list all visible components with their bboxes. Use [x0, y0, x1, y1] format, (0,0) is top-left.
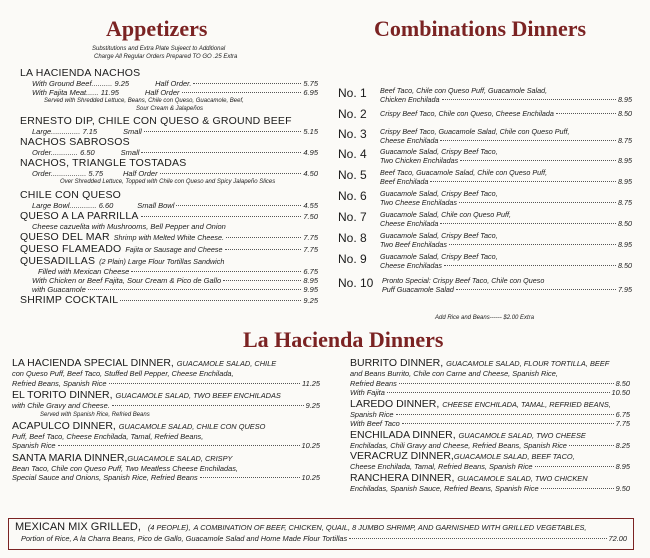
leader-dots: [460, 160, 616, 161]
item-price: 7.75: [303, 245, 318, 254]
combo-number: No. 1: [338, 86, 367, 100]
dinner-line: [350, 473, 630, 484]
dinner-price: 8.50: [615, 378, 630, 388]
item-price: 9.25: [303, 296, 318, 305]
leader-dots: [176, 205, 301, 206]
dinner-name: EL TORITO DINNER,: [12, 389, 113, 401]
combo-item: [338, 127, 632, 147]
leader-dots: [349, 538, 606, 539]
combo-number: No. 4: [338, 147, 367, 161]
menu-item: [20, 243, 318, 255]
combo-line: [380, 261, 632, 270]
combo-desc: Cheese Enchilada: [380, 219, 439, 228]
dinner-name: VERACRUZ DINNER,: [350, 450, 454, 462]
item-name: QUESO FLAMEADO: [20, 243, 122, 255]
dinner-desc: Spanish Rice: [12, 441, 56, 450]
item-extra: Half Order: [123, 169, 158, 178]
leader-dots: [193, 83, 301, 84]
leader-dots: [160, 173, 302, 174]
item-name: NACHOS SABROSOS: [20, 136, 130, 148]
dinner-desc: Puff, Beef Taco, Cheese Enchilada, Tamal, Refried Beans,: [12, 431, 204, 441]
item-price: 7.75: [303, 233, 318, 242]
menu-subline: [20, 169, 318, 178]
combo-number: No. 3: [338, 127, 367, 141]
combo-item: [338, 189, 632, 210]
combo-price: 8.75: [618, 198, 632, 207]
item-price: 8.95: [303, 276, 318, 285]
dinner-price: 11.25: [302, 378, 320, 388]
dinner-name: ACAPULCO DINNER,: [12, 419, 116, 432]
item-desc: Shrimp with Melted White Cheese.: [113, 233, 224, 242]
leader-dots: [430, 181, 616, 182]
item-price: 7.50: [303, 212, 318, 221]
leader-dots: [440, 223, 616, 224]
combo-desc: Crispy Beef Taco, Guacamole Salad, Chile con Queso Puff,: [380, 127, 570, 136]
leader-dots: [226, 237, 301, 238]
dinner-desc: Refried Beans: [350, 378, 397, 388]
dinners-left: [12, 358, 320, 483]
dinner-desc: GUACAMOLE SALAD, TWO CHICKEN: [457, 473, 588, 483]
item-line: with Guacamole: [32, 285, 86, 294]
item-name: NACHOS, TRIANGLE TOSTADAS: [20, 157, 187, 169]
dinner-price: 10.25: [301, 441, 320, 450]
dinner-name: SANTA MARIA DINNER,: [12, 451, 128, 464]
item-extra: Half Order: [144, 88, 180, 97]
leader-dots: [459, 202, 616, 203]
combo-desc: Two Beef Enchiladas: [380, 240, 447, 249]
combo-number: No. 5: [338, 168, 367, 182]
combo-price: 8.95: [618, 240, 632, 249]
combo-desc: Two Cheese Enchiladas: [380, 198, 457, 207]
leader-dots: [402, 423, 614, 424]
leader-dots: [144, 131, 302, 132]
combo-line: [380, 219, 632, 228]
leader-dots: [225, 249, 302, 250]
item-line: Order................. 5.75: [32, 169, 103, 178]
leader-dots: [112, 405, 304, 406]
dinner-desc: GUACAMOLE SALAD, FLOUR TORTILLA, BEEF: [446, 359, 610, 368]
leader-dots: [444, 265, 616, 266]
dinner-line: [350, 358, 630, 369]
dinners-title: La Hacienda Dinners: [243, 327, 444, 352]
menu-subline: [20, 127, 318, 136]
mexican-mix-people: (4 PEOPLE),: [147, 523, 191, 532]
menu-item: [20, 115, 318, 127]
item-name: LA HACIENDA NACHOS: [20, 67, 141, 79]
combinations-list: [338, 86, 632, 297]
leader-dots: [387, 392, 610, 393]
menu-subline: Cheese cazuelita with Mushrooms, Bell Pepper and Onion: [32, 222, 226, 231]
dinner-line: [12, 453, 320, 464]
combo-desc: Two Chicken Enchiladas: [380, 156, 459, 165]
dinner-item: [350, 473, 630, 494]
combo-number: No. 8: [338, 231, 367, 245]
menu-item: [20, 157, 318, 169]
leader-dots: [399, 383, 614, 384]
dinner-line: [350, 451, 630, 462]
combo-price: 8.95: [618, 177, 632, 186]
dinner-name: RANCHERA DINNER,: [350, 471, 455, 484]
dinner-line: [12, 441, 320, 451]
item-extra: Small Bowl: [137, 201, 175, 210]
combo-price: 8.50: [618, 109, 632, 118]
mexican-mix-name: MEXICAN MIX GRILLED,: [15, 521, 141, 533]
dinner-desc: GUACAMOLE SALAD, CHILE: [176, 359, 277, 368]
mexican-mix-box: [8, 518, 634, 550]
dinner-price: 10.25: [301, 473, 320, 482]
dinner-line: [12, 358, 320, 369]
leader-dots: [141, 152, 301, 153]
dinner-line: [350, 419, 630, 429]
item-name: ERNESTO DIP, CHILE CON QUESO & GROUND BEEF: [20, 115, 292, 127]
menu-item: [20, 294, 318, 306]
item-price: 4.95: [303, 148, 318, 157]
item-line: With Ground Beef.......... 9.25: [32, 79, 130, 88]
combinations-note: Add Rice and Beans------ $2.00 Extra: [435, 315, 535, 321]
dinner-desc: With Beef Taco: [350, 419, 400, 428]
menu-subline: [20, 88, 318, 97]
leader-dots: [141, 216, 302, 217]
dinner-line: [350, 379, 630, 389]
item-price: 5.15: [303, 127, 318, 136]
item-line: Large Bowl............. 6.60: [32, 201, 114, 210]
combo-number: No. 7: [338, 210, 367, 224]
item-name: QUESO A LA PARRILLA: [20, 210, 139, 222]
dinner-desc: GUACAMOLE SALAD, TWO BEEF ENCHILADAS: [115, 391, 281, 400]
dinner-line: [12, 390, 320, 401]
mexican-mix-desc: A COMBINATION OF BEEF, CHICKEN, QUAIL, 8 JUMBO SHRIMP, AND GARNISHED WITH GRILLED VEGETABLES,: [193, 523, 587, 532]
combo-desc: Guacamole Salad, Crispy Beef Taco,: [380, 252, 498, 261]
leader-dots: [88, 289, 302, 290]
dinner-desc: Refried Beans, Spanish Rice: [12, 378, 107, 388]
mexican-mix-line-1: [15, 521, 627, 534]
dinner-line: [12, 473, 320, 483]
dinner-desc: Enchiladas, Chili Gravy and Cheese, Refried Beans, Spanish Rice: [350, 440, 567, 450]
leader-dots: [109, 383, 301, 384]
leader-dots: [449, 244, 616, 245]
dinner-line: [350, 462, 630, 472]
combo-desc: Crispy Beef Taco, Chile con Queso, Cheese Enchilada: [380, 109, 554, 118]
item-line: Order............. 6.50: [32, 148, 95, 157]
dinner-name: BURRITO DINNER,: [350, 357, 444, 369]
dinner-name: LAREDO DINNER,: [350, 397, 440, 410]
combo-item: [338, 252, 632, 276]
dinner-line: [350, 399, 630, 410]
dinner-line: [12, 421, 320, 432]
menu-item: [20, 136, 318, 148]
dinner-desc: Special Sauce and Onions, Spanish Rice, Refried Beans: [12, 473, 198, 482]
appetizers-note-2: Charge All Regular Orders Prepared TO GO .25 Extra: [94, 54, 238, 60]
menu-subline: [20, 285, 318, 294]
item-line: Filled with Mexican Cheese: [38, 267, 130, 276]
leader-dots: [200, 477, 300, 478]
dinner-desc: With Fajita: [350, 388, 385, 397]
item-extra: Half Order.: [155, 79, 192, 88]
leader-dots: [556, 113, 616, 114]
item-name: SHRIMP COCKTAIL: [20, 294, 119, 306]
item-price: 9.95: [303, 285, 318, 294]
combo-line: [380, 136, 632, 145]
item-name: QUESADILLAS: [20, 255, 96, 267]
item-name: CHILE CON QUESO: [20, 189, 122, 201]
appetizers-note-1: Substitutions and Extra Plate Sujeect to Additional: [92, 46, 226, 52]
combo-line: [380, 240, 632, 249]
menu-item: [20, 189, 318, 201]
combo-line: [380, 109, 632, 127]
item-price: 4.55: [303, 201, 318, 210]
item-price: 5.75: [303, 79, 318, 88]
dinner-desc: and Beans Burrito, Chile con Carne and Cheese, Spanish Rice,: [350, 369, 558, 378]
dinner-desc: con Queso Puff, Beef Taco, Stuffed Bell Pepper, Cheese Enchilada,: [12, 369, 234, 378]
menu-subline: [20, 201, 318, 210]
dinner-line: [12, 401, 320, 411]
combo-price: 8.95: [618, 156, 632, 165]
combo-number: No. 6: [338, 189, 367, 203]
mexican-mix-price: 72.00: [608, 534, 627, 543]
dinner-item: [350, 430, 630, 451]
mexican-mix-line-2: [15, 534, 627, 544]
leader-dots: [442, 99, 616, 100]
combo-line: [380, 95, 632, 104]
combo-desc: Guacamole Salad, Crispy Beef Taco,: [380, 231, 498, 240]
appetizers-title: Appetizers: [106, 16, 208, 41]
item-extra: Small: [120, 148, 140, 157]
leader-dots: [58, 445, 300, 446]
combo-item: [338, 210, 632, 231]
combo-desc: Guacamole Salad, Crispy Beef Taco,: [380, 147, 498, 156]
combo-item: [338, 276, 632, 297]
leader-dots: [440, 140, 616, 141]
dinner-item: [350, 399, 630, 429]
leader-dots: [131, 271, 301, 272]
combo-line: [380, 156, 632, 165]
combo-desc: Beef Taco, Guacamole Salad, Chile con Queso Puff,: [380, 168, 548, 177]
dinner-name: ENCHILADA DINNER,: [350, 428, 456, 441]
leader-dots: [182, 92, 302, 93]
combo-desc: Chicken Enchilada: [380, 95, 440, 104]
dinner-price: 6.75: [615, 409, 630, 419]
leader-dots: [569, 445, 614, 446]
dinner-line: [350, 430, 630, 441]
dinners-right: [350, 358, 630, 493]
leader-dots: [541, 488, 614, 489]
dinner-item: [12, 390, 320, 419]
menu-subline: [20, 79, 318, 88]
item-note: Served with Shredded Lettuce, Beans, Chile con Queso, Guacamole, Beef,: [44, 98, 244, 104]
dinner-item: [350, 451, 630, 472]
dinner-price: 8.25: [615, 440, 630, 450]
combo-desc: Beef Enchilada: [380, 177, 429, 186]
combo-price: 8.50: [618, 261, 632, 270]
item-price: 6.75: [303, 267, 318, 276]
dinner-price: 9.50: [615, 483, 630, 493]
dinner-item: [12, 421, 320, 451]
dinner-price: 9.25: [305, 401, 320, 410]
dinner-desc: GUACAMOLE SALAD, TWO CHEESE: [458, 430, 586, 440]
combo-line: [380, 177, 632, 186]
combo-price: 8.50: [618, 219, 632, 228]
leader-dots: [456, 289, 616, 290]
menu-item: [20, 231, 318, 243]
dinner-desc: Enchiladas, Spanish Sauce, Refried Beans, Spanish Rice: [350, 483, 539, 493]
combo-item: [338, 86, 632, 107]
item-line: Large.............. 7.15: [32, 127, 98, 136]
combo-desc: Beef Taco, Chile con Queso Puff, Guacamole Salad,: [380, 86, 548, 95]
dinner-desc: GUACAMOLE SALAD, CHILE CON QUESO: [118, 421, 266, 431]
item-name: QUESO DEL MAR: [20, 231, 110, 243]
item-desc: Fajita or Sausage and Cheese: [125, 245, 223, 254]
item-extra: Small: [123, 127, 142, 136]
menu-item: [20, 255, 318, 267]
combo-item: [338, 147, 632, 168]
dinner-line: [12, 379, 320, 389]
combo-desc: Pronto Special: Crispy Beef Taco, Chile con Queso: [382, 276, 545, 285]
combo-number: No. 9: [338, 252, 367, 266]
combo-line: [380, 198, 632, 207]
dinner-desc: GUACAMOLE SALAD, BEEF TACO,: [453, 452, 575, 461]
dinner-name: LA HACIENDA SPECIAL DINNER,: [12, 357, 174, 369]
leader-dots: [120, 300, 301, 301]
leader-dots: [396, 414, 614, 415]
item-line: With Chicken or Beef Fajita, Sour Cream & Pico de Gallo: [32, 276, 222, 285]
combo-line: [382, 285, 632, 294]
combo-desc: Guacamole Salad, Crispy Beef Taco,: [380, 189, 498, 198]
combo-price: 8.95: [618, 95, 632, 104]
menu-subline: [20, 148, 318, 157]
combo-price: 8.75: [618, 136, 632, 145]
combo-desc: Guacamole Salad, Chile con Queso Puff,: [380, 210, 512, 219]
combo-desc: Cheese Enchilada: [380, 136, 439, 145]
combo-item: [338, 107, 632, 127]
dinner-desc: Bean Taco, Chile con Queso Puff, Two Meatless Cheese Enchiladas,: [12, 463, 238, 473]
leader-dots: [535, 466, 614, 467]
dinner-item: [12, 453, 320, 483]
dinner-line: [350, 410, 630, 420]
dinner-line: [350, 388, 630, 398]
combo-price: 7.95: [618, 285, 632, 294]
mexican-mix-desc: Portion of Rice, A la Charra Beans, Pico de Gallo, Guacamole Salad and Home Made Flour Tortillas: [21, 534, 348, 543]
dinner-desc: Spanish Rice: [350, 409, 394, 419]
combo-number: No. 10: [338, 276, 374, 290]
menu-item: [20, 67, 318, 79]
item-price: 4.50: [303, 169, 318, 178]
dinner-line: [350, 484, 630, 494]
combo-desc: Cheese Enchiladas: [380, 261, 442, 270]
combo-item: [338, 231, 632, 252]
dinner-price: 8.95: [615, 462, 630, 471]
dinner-item: [350, 358, 630, 398]
combo-number: No. 2: [338, 107, 367, 121]
combo-item: [338, 168, 632, 189]
dinner-line: [350, 441, 630, 451]
appetizers-list: [20, 67, 318, 306]
dinner-price: 10.50: [611, 388, 630, 397]
dinner-desc: GUACAMOLE SALAD, CRISPY: [127, 453, 233, 463]
menu-item: [20, 210, 318, 222]
menu-subline: [20, 267, 318, 276]
leader-dots: [223, 280, 301, 281]
dinner-desc: CHEESE ENCHILADA, TAMAL, REFRIED BEANS,: [442, 399, 611, 409]
dinner-price: 7.75: [615, 419, 630, 428]
combo-desc: Puff Guacamole Salad: [382, 285, 454, 294]
dinner-desc: Cheese Enchilada, Tamal, Refried Beans, Spanish Rice: [350, 462, 533, 471]
dinner-desc: with Chile Gravy and Cheese.: [12, 401, 110, 410]
item-line: With Fajita Meat...... 11.95: [32, 88, 119, 97]
dinner-item: [12, 358, 320, 388]
dinner-note: Served with Spanish Rice, Refried Beans: [40, 411, 150, 418]
item-note: Sour Cream & Jalapeños: [136, 106, 204, 112]
item-desc: (2 Plain) Large Flour Tortillas Sandwich: [99, 257, 225, 266]
item-note: Over Shredded Lettuce, Topped with Chile con Queso and Spicy Jalapeño Slices: [60, 179, 276, 185]
combinations-title: Combinations Dinners: [374, 16, 587, 41]
menu-subline: [20, 276, 318, 285]
item-price: 6.95: [303, 88, 318, 97]
